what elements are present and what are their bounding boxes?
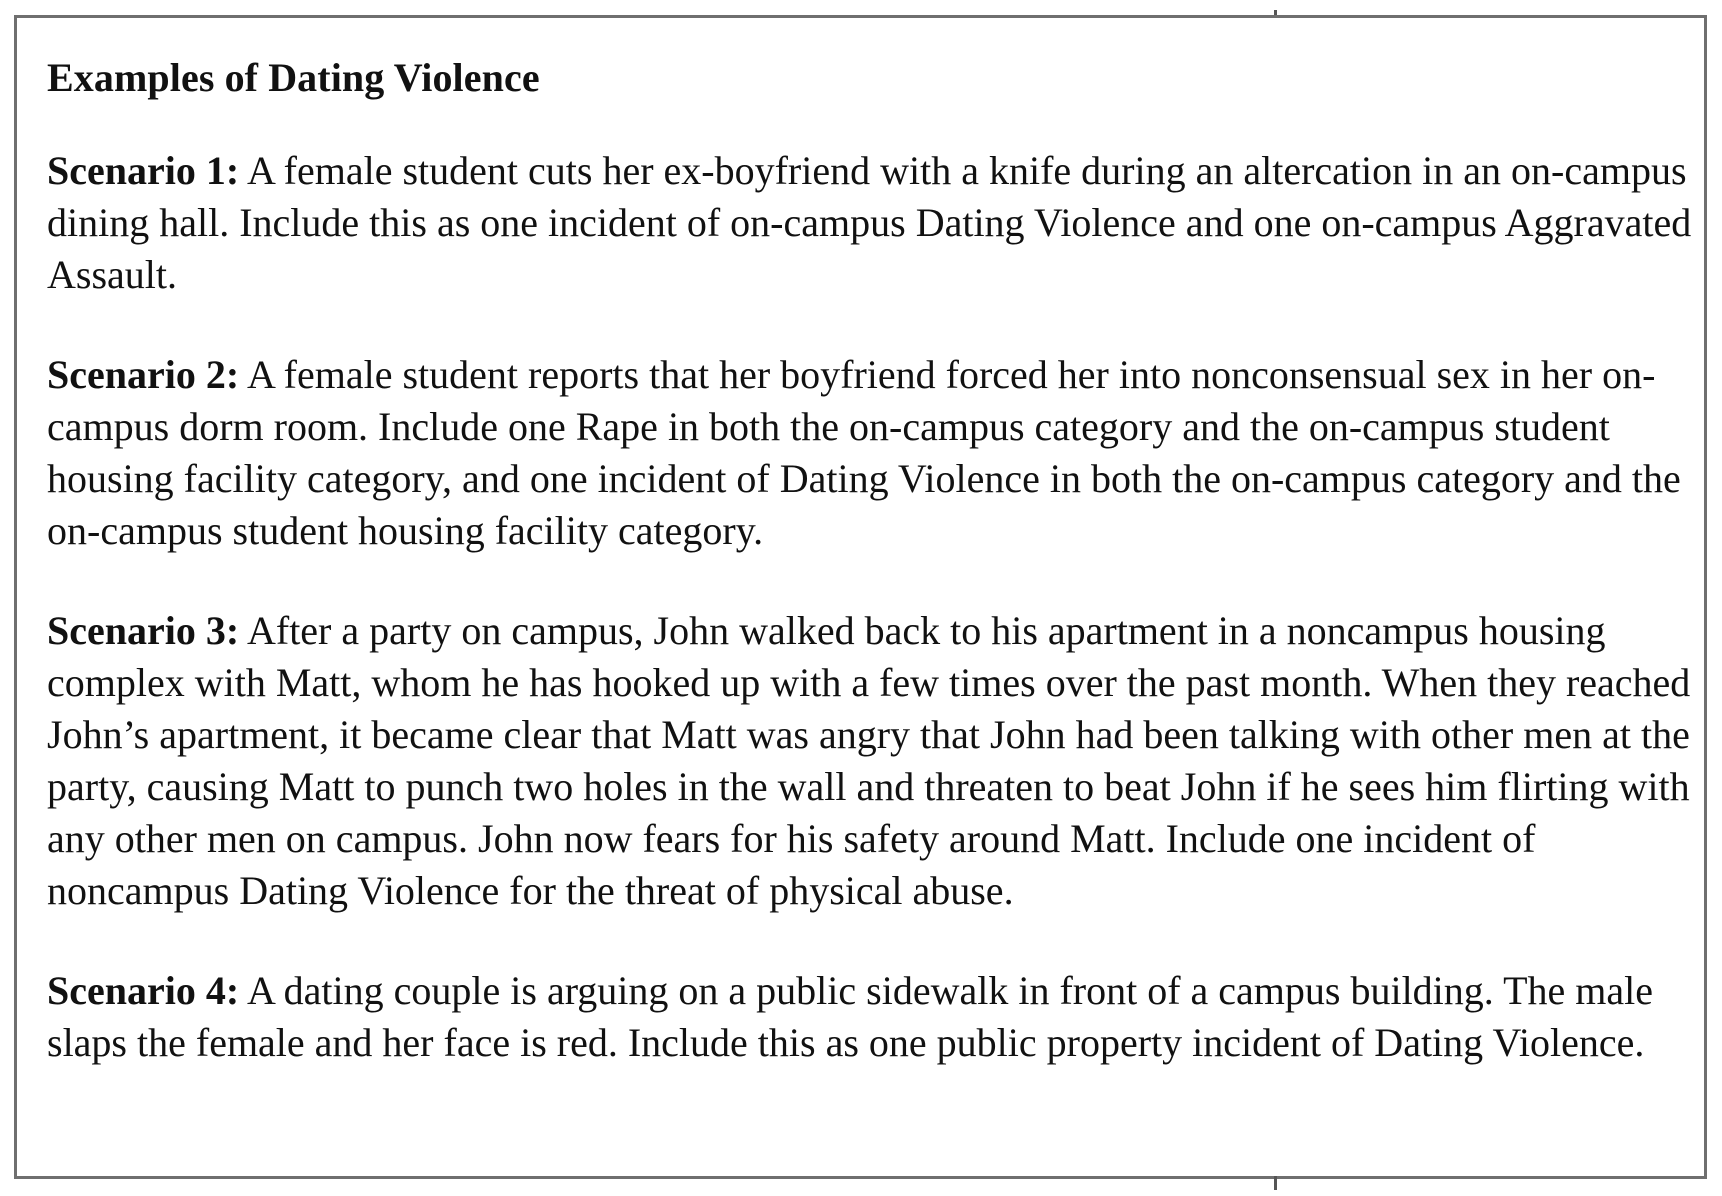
scenario-3-label: Scenario 3: <box>47 608 240 653</box>
scenario-2-label: Scenario 2: <box>47 352 240 397</box>
scenario-1-text: A female student cuts her ex-boyfriend with a knife during an altercation in an on-campus dining hall. Include this as one incident of on-campus Dating Violence and one on-campus Aggravated Assault. <box>47 148 1692 297</box>
scenario-3-text: After a party on campus, John walked back to his apartment in a noncampus housing complex with Matt, whom he has hooked up with a few times over the past month. When they reached John’s apartment, it became clear that Matt was angry that John had been talking with other men at the party, causing Matt to punch two holes in the wall and threaten to beat John if he sees him flirting with any other men on campus. John now fears for his safety around Matt. Include one incident of noncampus Dating Violence for the threat of physical abuse. <box>47 608 1691 913</box>
scenario-2 <box>47 349 1697 557</box>
scenario-4-text: A dating couple is arguing on a public sidewalk in front of a campus building. The male slaps the female and her face is red. Include this as one public property incident of Dating Violence. <box>47 968 1653 1065</box>
bottom-edge-mark <box>1274 1176 1277 1190</box>
scenario-4 <box>47 965 1697 1069</box>
scenario-3 <box>47 605 1697 917</box>
document-heading: Examples of Dating Violence <box>47 55 540 100</box>
scenario-1 <box>47 145 1697 301</box>
document-content <box>47 52 1697 1069</box>
scenario-1-label: Scenario 1: <box>47 148 240 193</box>
scenario-2-text: A female student reports that her boyfriend forced her into nonconsensual sex in her on-campus dorm room. Include one Rape in both the on-campus category and the on-campus student housing facility category, and one incident of Dating Violence in both the on-campus category and the on-campus student housing facility category. <box>47 352 1681 553</box>
document-box <box>14 15 1707 1179</box>
scenario-4-label: Scenario 4: <box>47 968 240 1013</box>
